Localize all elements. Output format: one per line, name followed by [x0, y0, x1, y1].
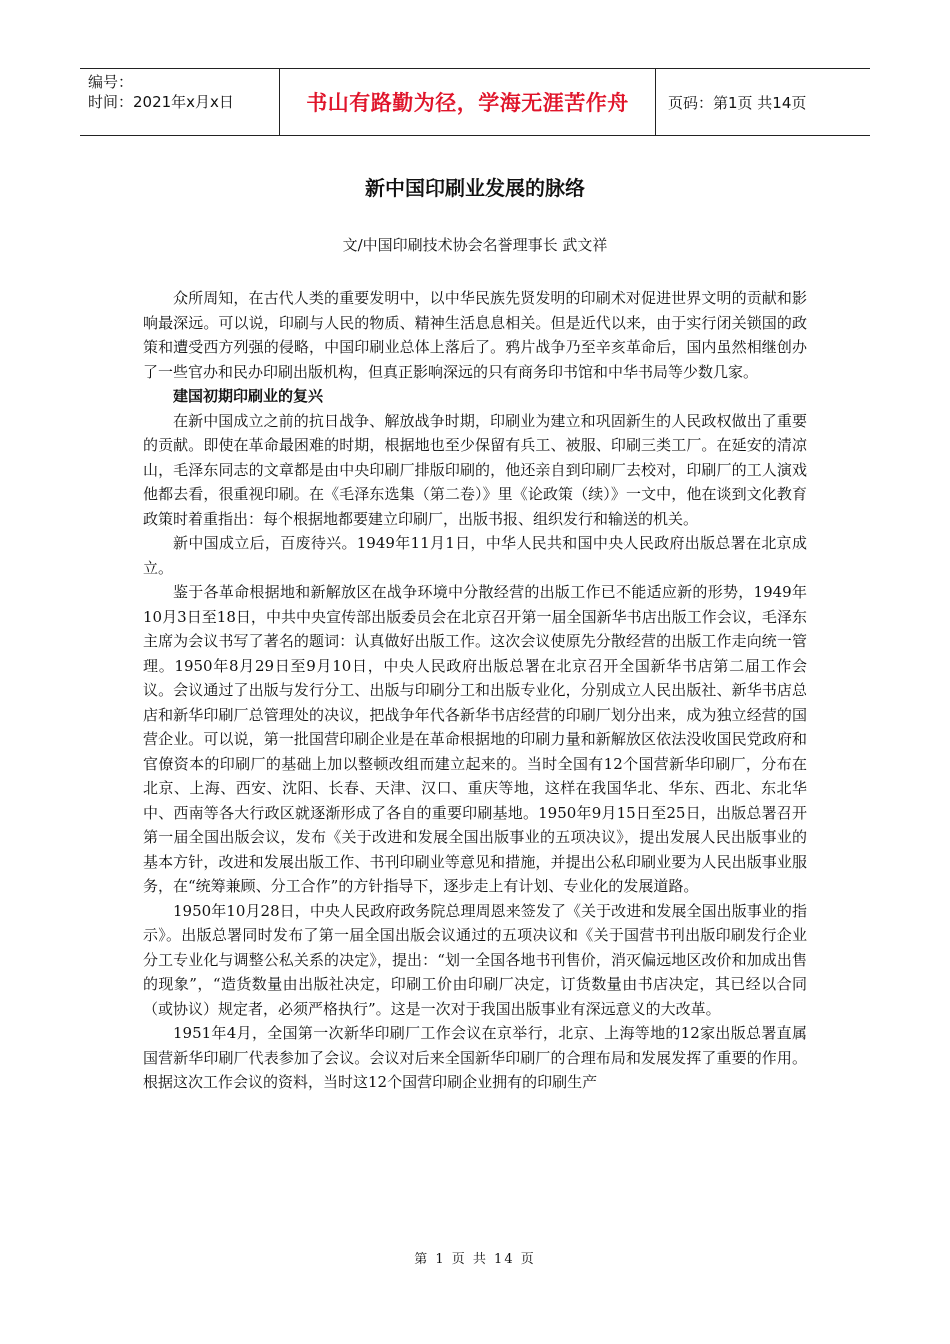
- body-paragraph: 鉴于各革命根据地和新解放区在战争环境中分散经营的出版工作已不能适应新的形势，1949年10月3日至18日，中共中央宣传部出版委员会在北京召开第一届全国新华书店出版工作会议，毛泽东主席为会议书写了著名的题词：认真做好出版工作。这次会议使原先分散经营的出版工作走向统一管理。1950年8月29日至9月10日，中央人民政府出版总署在北京召开全国新华书店第二届工作会议。会议通过了出版与发行分工、出版与印刷分工和出版专业化，分别成立人民出版社、新华书店总店和新华印刷厂总管理处的决议，把战争年代各新华书店经营的印刷厂划分出来，成为独立经营的国营企业。可以说，第一批国营印刷企业是在革命根据地的印刷力量和新解放区依法没收国民党政府和官僚资本的印刷厂的基础上加以整顿改组而建立起来的。当时全国有12个国营新华印刷厂，分布在北京、上海、西安、沈阳、长春、天津、汉口、重庆等地，这样在我国华北、华东、西北、东北华中、西南等各大行政区就逐渐形成了各自的重要印刷基地。1950年9月15日至25日，出版总署召开第一届全国出版会议，发布《关于改进和发展全国出版事业的五项决议》，提出发展人民出版事业的基本方针，改进和发展出版工作、书刊印刷业等意见和措施，并提出公私印刷业要为人民出版事业服务，在“统筹兼顾、分工合作”的方针指导下，逐步走上有计划、专业化的发展道路。: [143, 583, 807, 895]
- body-paragraph: 新中国成立后，百废待兴。1949年11月1日，中华人民共和国中央人民政府出版总署在北京成立。: [143, 534, 807, 577]
- section-heading: 建国初期印刷业的复兴: [173, 387, 324, 405]
- body-paragraph: 1951年4月，全国第一次新华印刷厂工作会议在京举行，北京、上海等地的12家出版总署直属国营新华印刷厂代表参加了会议。会议对后来全国新华印刷厂的合理布局和发展发挥了重要的作用。根据这次工作会议的资料，当时这12个国营印刷企业拥有的印刷生产: [143, 1024, 807, 1091]
- document-header: [80, 68, 870, 136]
- header-meta: [80, 69, 280, 135]
- body-paragraph: 在新中国成立之前的抗日战争、解放战争时期，印刷业为建立和巩固新生的人民政权做出了重要的贡献。即使在革命最困难的时期，根据地也至少保留有兵工、被服、印刷三类工厂。在延安的清凉山，毛泽东同志的文章都是由中央印刷厂排版印刷的，他还亲自到印刷厂去校对，印刷厂的工人演戏他都去看，很重视印刷。在《毛泽东选集（第二卷）》里《论政策（续）》一文中，他在谈到文化教育政策时着重指出：每个根据地都要建立印刷厂，出版书报、组织发行和输送的机关。: [143, 411, 807, 528]
- body-paragraph: 1950年10月28日，中央人民政府政务院总理周恩来签发了《关于改进和发展全国出版事业的指示》。出版总署同时发布了第一届全国出版会议通过的五项决议和《关于国营书刊出版印刷发行企业分工专业化与调整公私关系的决定》，提出：“划一全国各地书刊售价，消灭偏远地区改价和加成出售的现象”，“造货数量由出版社决定，印刷工价由印刷厂决定，订货数量由书店决定，其已经以合同（或协议）规定者，必须严格执行”。这是一次对于我国出版事业有深远意义的大改革。: [143, 901, 807, 1018]
- date-label: 时间：2021年x月x日: [88, 93, 234, 111]
- article-byline: 文/中国印刷技术协会名誉理事长 武文祥: [342, 236, 608, 254]
- intro-paragraph: 众所周知，在古代人类的重要发明中，以中华民族先贤发明的印刷术对促进世界文明的贡献和影响最深远。可以说，印刷与人民的物质、精神生活息息相关。但是近代以来，由于实行闭关锁国的政策和遭受西方列强的侵略，中国印刷业总体上落后了。鸦片战争乃至辛亥革命后，国内虽然相继创办了一些官办和民办印刷出版机构，但真正影响深远的只有商务印书馆和中华书局等少数几家。: [143, 289, 807, 381]
- header-page-info: 页码：第1页 共14页: [668, 93, 807, 112]
- number-label: 编号：: [88, 73, 134, 91]
- article-body: [143, 286, 807, 1095]
- article-title: 新中国印刷业发展的脉络: [365, 176, 585, 200]
- page-footer: 第 1 页 共 14 页: [414, 1252, 536, 1267]
- header-motto: 书山有路勤为径，学海无涯苦作舟: [280, 69, 656, 135]
